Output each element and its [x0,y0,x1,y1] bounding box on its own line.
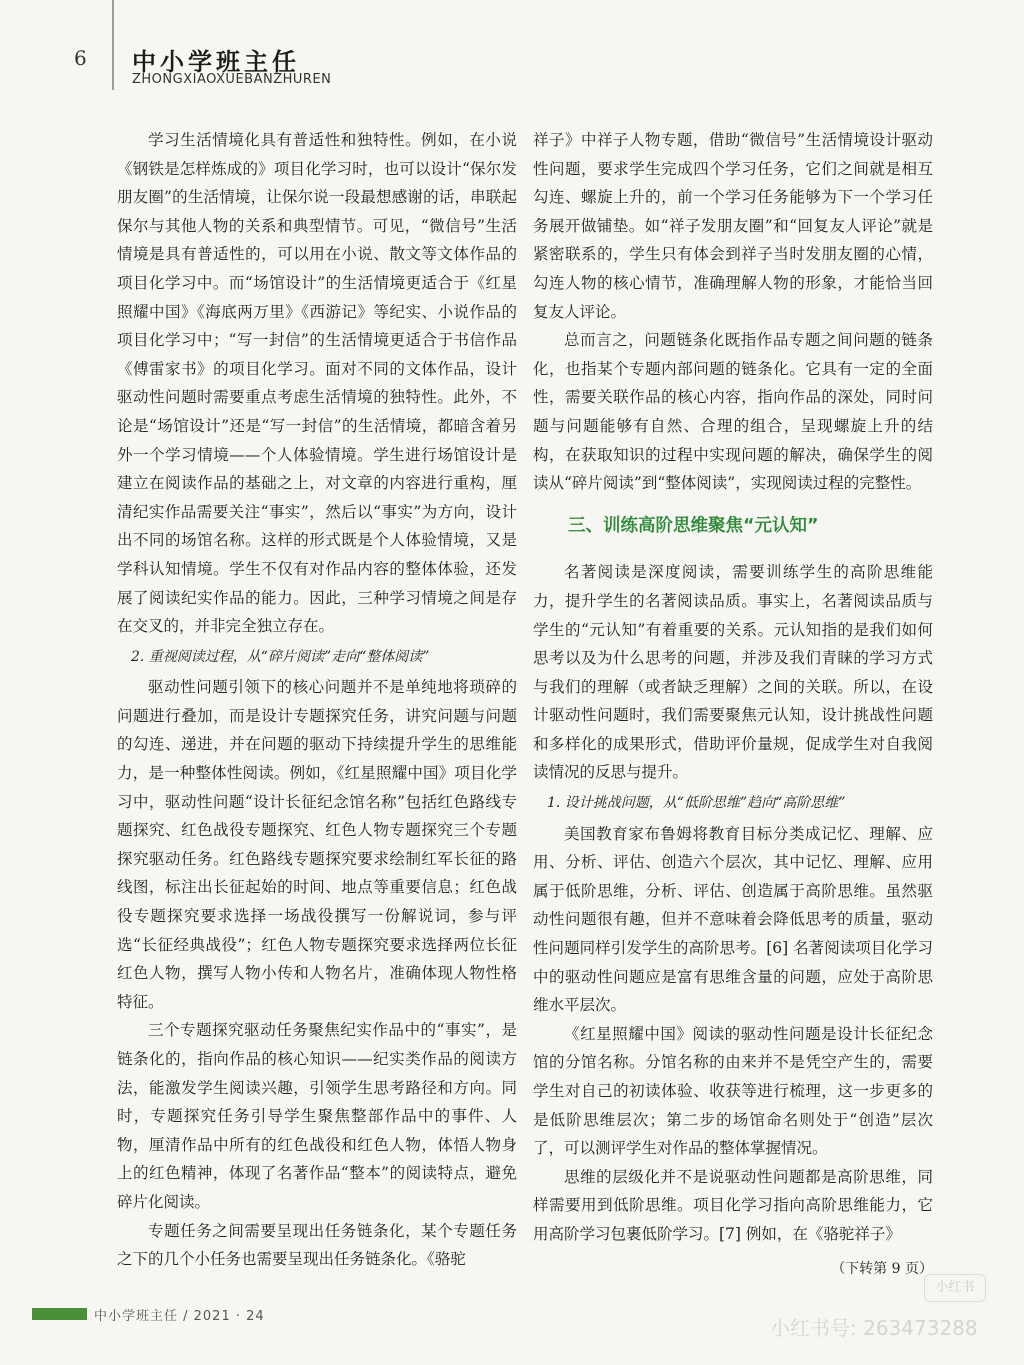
watermark-id: 小红书号: 263473288 [770,1316,978,1340]
header-divider [112,0,114,90]
watermark-logo: 小红书 [924,1274,986,1302]
continued-note: （下转第 9 页） [831,1260,933,1277]
paragraph: 三个专题探究驱动任务聚焦纪实作品中的“事实”，是链条化的，指向作品的核心知识——纪实类作品的阅读方法，能激发学生阅读兴趣，引领学生思考路径和方向。同时，专题探究任务引导学生聚焦整部作品中的事件、人物，厘清作品中所有的红色战役和红色人物，体悟人物身上的红色精神，体现了名著作品“整本”的阅读特点，避免碎片化阅读。 [117,1021,517,1211]
paragraph: 《红星照耀中国》阅读的驱动性问题是设计长征纪念馆的分馆名称。分馆名称的由来并不是凭空产生的，需要学生对自己的初读体验、收获等进行梳理，这一步更多的是低阶思维层次；第二步的场馆命名则处于“创造”层次了，可以测评学生对作品的整体掌握情况。 [533,1024,933,1158]
left-column [117,126,517,1274]
footer-accent-bar [32,1308,87,1320]
paragraph: 专题任务之间需要呈现出任务链条化，某个专题任务之下的几个小任务也需要呈现出任务链条化。《骆驼 [117,1221,517,1269]
paragraph: 美国教育家布鲁姆将教育目标分类成记忆、理解、应用、分析、评估、创造六个层次，其中记忆、理解、应用属于低阶思维，分析、评估、创造属于高阶思维。虽然驱动性问题很有趣，但并不意味着会降低思考的质量，驱动性问题同样引发学生的高阶思考。[6] 名著阅读项目化学习中的驱动性问题应是富有思维含量的问题，应处于高阶思维水平层次。 [533,824,933,1015]
footer-text: 中小学班主任 / 2021 · 24 [94,1309,265,1324]
right-column [533,126,933,1283]
paragraph: 祥子》中祥子人物专题，借助“微信号”生活情境设计驱动性问题，要求学生完成四个学习任务，它们之间就是相互勾连、螺旋上升的，前一个学习任务能够为下一个学习任务展开做铺垫。如“祥子发朋友圈”和“回复友人评论”就是紧密联系的，学生只有体会到祥子当时发朋友圈的心情，勾连人物的核心情节，准确理解人物的形象，才能恰当回复友人评论。 [533,131,933,321]
subheading: 2. 重视阅读过程，从“碎片阅读”走向“整体阅读” [131,648,430,665]
paragraph: 思维的层级化并不是说驱动性问题都是高阶思维，同样需要用到低阶思维。项目化学习指向高阶思维能力，它用高阶学习包裹低阶学习。[7] 例如，在《骆驼祥子》 [533,1167,933,1243]
paragraph: 名著阅读是深度阅读，需要训练学生的高阶思维能力，提升学生的名著阅读品质。事实上，名著阅读品质与学生的“元认知”有着重要的关系。元认知指的是我们如何思考以及为什么思考的问题，并涉及我们青睐的学习方式与我们的理解（或者缺乏理解）之间的关联。所以，在设计驱动性问题时，我们需要聚焦元认知，设计挑战性问题和多样化的成果形式，借助评价量规，促成学生对自我阅读情况的反思与提升。 [533,563,933,782]
paragraph: 学习生活情境化具有普适性和独特性。例如，在小说《钢铁是怎样炼成的》项目化学习时，也可以设计“保尔发朋友圈”的生活情境，让保尔说一段最想感谢的话，串联起保尔与其他人物的关系和典型情节。可见，“微信号”生活情境是具有普适性的，可以用在小说、散文等文体作品的项目化学习中。而“场馆设计”的生活情境更适合于《红星照耀中国》《海底两万里》《西游记》等纪实、小说作品的项目化学习中；“写一封信”的生活情境更适合于书信作品《傅雷家书》的项目化学习。面对不同的文体作品，设计驱动性问题时需要重点考虑生活情境的独特性。此外，不论是“场馆设计”还是“写一封信”的生活情境，都暗含着另外一个学习情境——个人体验情境。学生进行场馆设计是建立在阅读作品的基础之上，对文章的内容进行重构，厘清纪实作品需要关注“事实”，然后以“事实”为方向，设计出不同的场馆名称。这样的形式既是个人体验情境，又是学科认知情境。学生不仅有对作品内容的整体体验，还发展了阅读纪实作品的能力。因此，三种学习情境之间是存在交叉的，并非完全独立存在。 [117,131,517,636]
paragraph: 总而言之，问题链条化既指作品专题之间问题的链条化，也指某个专题内部问题的链条化。它具有一定的全面性，需要关联作品的核心内容，指向作品的深处，同时问题与问题能够有自然、合理的组合，呈现螺旋上升的结构，在获取知识的过程中实现问题的解决，确保学生的阅读从“碎片阅读”到“整体阅读”，实现阅读过程的完整性。 [533,331,933,493]
paragraph: 驱动性问题引领下的核心问题并不是单纯地将琐碎的问题进行叠加，而是设计专题探究任务，讲究问题与问题的勾连、递进，并在问题的驱动下持续提升学生的思维能力，是一种整体性阅读。例如，《红星照耀中国》项目化学习中，驱动性问题“设计长征纪念馆名称”包括红色路线专题探究、红色战役专题探究、红色人物专题探究三个专题探究驱动任务。红色路线专题探究要求绘制红军长征的路线图，标注出长征起始的时间、地点等重要信息；红色战役专题探究要求选择一场战役撰写一份解说词，参与评选“长征经典战役”；红色人物专题探究要求选择两位长征红色人物，撰写人物小传和人物名片，准确体现人物性格特征。 [117,678,517,1011]
section-heading: 三、训练高阶思维聚焦“元认知” [568,515,819,536]
page-number: 6 [74,46,87,70]
journal-title: 中小学班主任 [132,48,300,76]
journal-pinyin: ZHONGXIAOXUEBANZHUREN [132,72,332,87]
subheading: 1. 设计挑战问题，从“低阶思维”趋向“高阶思维” [547,795,846,812]
